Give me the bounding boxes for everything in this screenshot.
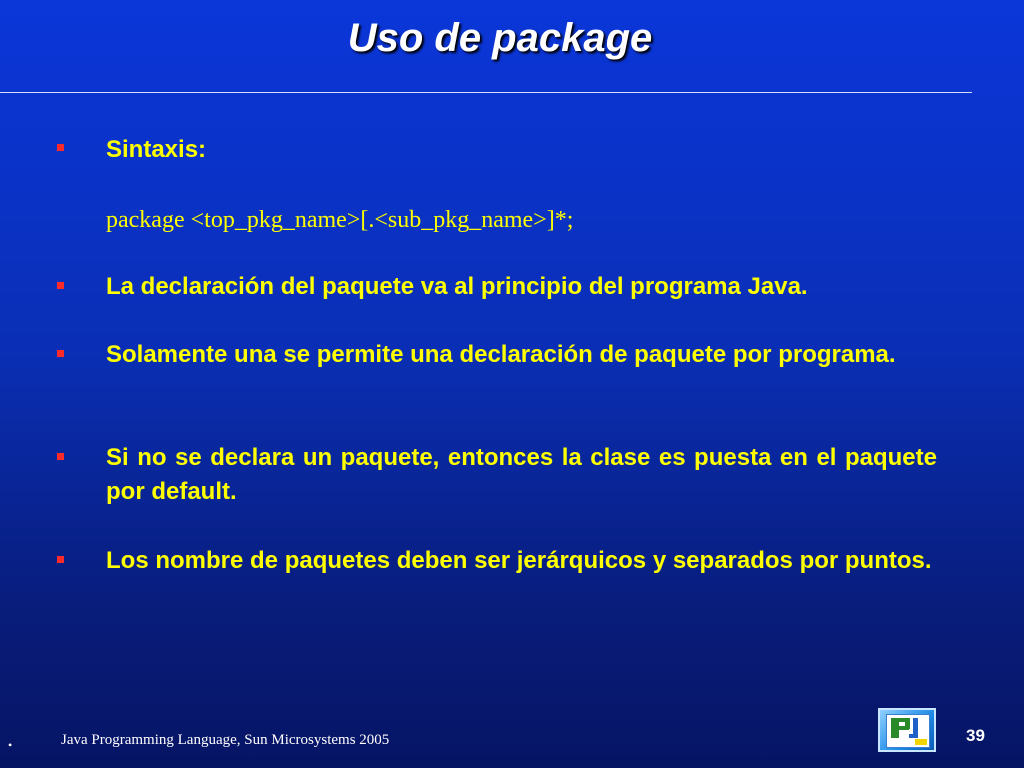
bullet-item-hierarchy: Los nombre de paquetes deben ser jerárquicos y separados por puntos. <box>106 547 932 574</box>
footer-bullet: • <box>8 738 13 752</box>
bullet-item-syntax: Sintaxis: <box>106 136 207 163</box>
footer-source: Java Programming Language, Sun Microsystems 2005 <box>61 732 390 748</box>
bullet-icon <box>57 144 64 151</box>
slide-title: Uso de package <box>347 16 653 60</box>
code-syntax: package <top_pkg_name>[.<sub_pkg_name>]*; <box>106 207 574 233</box>
title-divider <box>0 92 972 93</box>
bullet-item-declaration: La declaración del paquete va al principio del programa Java. <box>106 273 808 300</box>
page-number: 39 <box>966 726 985 745</box>
course-logo-icon <box>878 708 936 752</box>
bullet-item-single: Solamente una se permite una declaración de paquete por programa. <box>106 341 896 368</box>
bullet-icon <box>57 282 64 289</box>
bullet-icon <box>57 556 64 563</box>
bullet-icon <box>57 350 64 357</box>
bullet-item-default: Si no se declara un paquete, entonces la clase es puesta en el paquete por default. <box>106 444 937 505</box>
bullet-icon <box>57 453 64 460</box>
